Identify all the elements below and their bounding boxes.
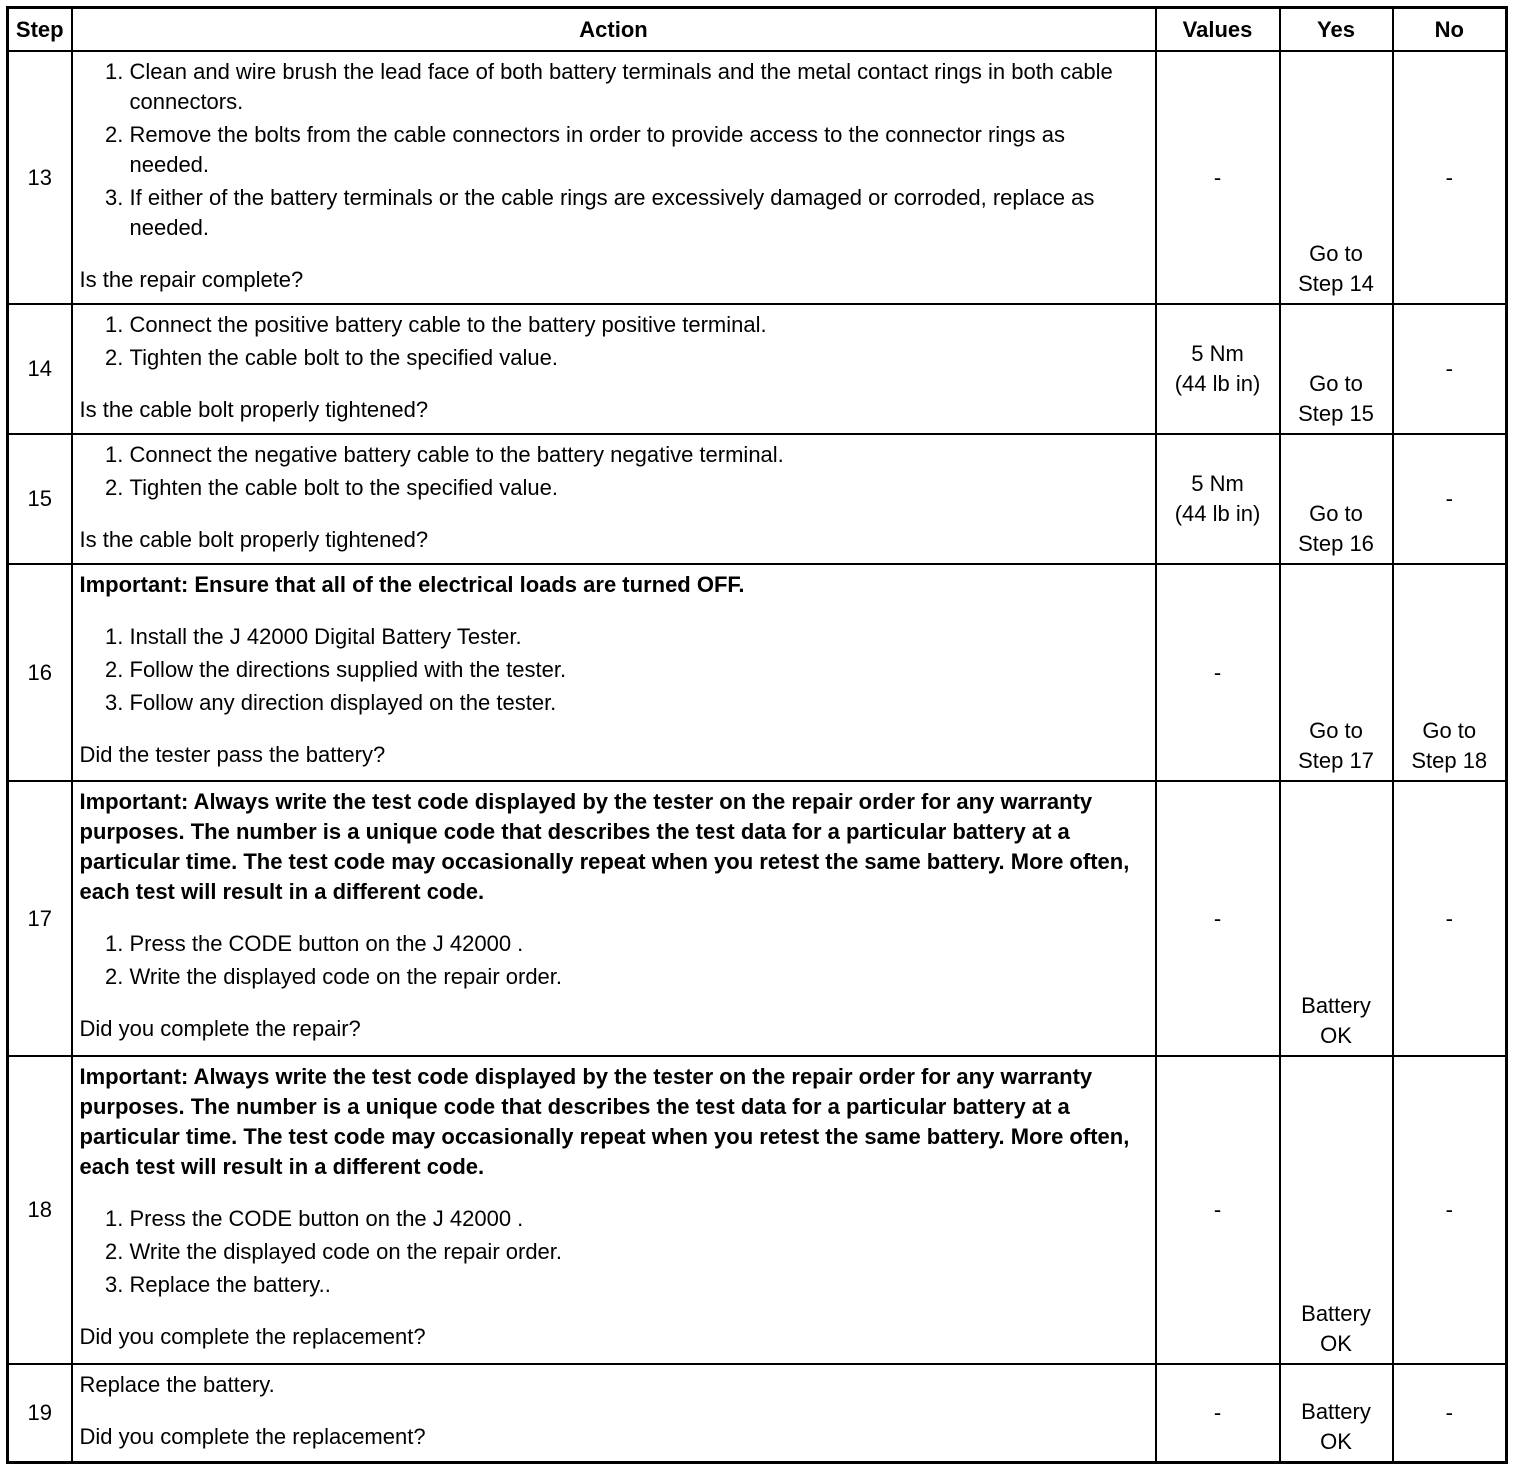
no-line: Step 18 [1411,748,1488,773]
yes-line: Battery [1301,1398,1371,1424]
action-item: 1. Clean and wire brush the lead face of both battery terminals and the metal contact rings in both cable connectors. [130,57,1149,117]
step-number: 14 [8,304,72,434]
value-line: (44 lb in) [1174,371,1261,396]
action-item: 2. Tighten the cable bolt to the specified value. [130,473,1149,503]
values-cell [1156,304,1280,434]
yes-cell [1280,564,1393,781]
action-question: Is the cable bolt properly tightened? [79,527,429,552]
action-text: Replace the battery. [79,1372,275,1397]
yes-line: Step 16 [1298,531,1374,556]
action-item: 3. Follow any direction displayed on the tester. [130,688,1149,718]
header-no: No [1393,8,1507,52]
no-cell: - [1393,51,1507,304]
yes-line: Battery [1301,1301,1371,1326]
table-row [8,1364,1507,1462]
action-list [80,440,1149,503]
header-yes: Yes [1280,8,1393,52]
action-item: 2. Write the displayed code on the repair order. [130,1237,1149,1267]
action-cell [72,51,1156,304]
value-line: (44 lb in) [1174,501,1261,526]
table-row [8,564,1507,781]
step-number: 19 [8,1364,72,1462]
diagnostic-table [6,6,1508,1464]
action-cell [72,434,1156,564]
yes-line: Step 15 [1298,401,1374,426]
important-note: Important: Always write the test code displayed by the tester on the repair order for any warranty purposes. The number is a unique code that describes the test data for a particular battery at a particular time. The test code may occasionally repeat when you retest the same battery. More often, each test will result in a different code. [79,1064,1130,1179]
action-list [80,310,1149,373]
step-number: 15 [8,434,72,564]
no-line: Go to [1422,718,1477,743]
action-list [80,622,1149,718]
action-item: 2. Remove the bolts from the cable connectors in order to provide access to the connector rings as needed. [130,120,1149,180]
action-question: Is the cable bolt properly tightened? [79,397,429,422]
table-row [8,51,1507,304]
action-question: Did you complete the replacement? [79,1424,426,1449]
values-cell: - [1156,51,1280,304]
header-values: Values [1156,8,1280,52]
values-cell: - [1156,564,1280,781]
header-step: Step [8,8,72,52]
action-list [80,929,1149,992]
value-line: 5 Nm [1191,471,1244,496]
action-list [80,1204,1149,1300]
action-item: 1. Connect the negative battery cable to the battery negative terminal. [130,440,1149,470]
yes-cell [1280,304,1393,434]
yes-cell [1280,51,1393,304]
values-cell [1156,434,1280,564]
action-item: 1. Press the CODE button on the J 42000 . [130,929,1149,959]
yes-line: Go to [1309,501,1363,526]
table-row [8,1056,1507,1364]
no-cell [1393,564,1507,781]
table-row [8,304,1507,434]
yes-cell [1280,781,1393,1056]
values-cell: - [1156,1364,1280,1462]
yes-line: Go to [1309,718,1363,743]
yes-cell [1280,1364,1393,1462]
action-cell [72,1364,1156,1462]
yes-cell [1280,434,1393,564]
action-cell [72,1056,1156,1364]
value-line: 5 Nm [1191,341,1244,366]
action-question: Did you complete the replacement? [79,1324,426,1349]
action-item: 2. Write the displayed code on the repair order. [130,962,1149,992]
important-note: Important: Always write the test code displayed by the tester on the repair order for any warranty purposes. The number is a unique code that describes the test data for a particular battery at a particular time. The test code may occasionally repeat when you retest the same battery. More often, each test will result in a different code. [79,789,1130,904]
table-row [8,781,1507,1056]
action-question: Is the repair complete? [79,267,304,292]
action-cell [72,304,1156,434]
action-item: 2. Tighten the cable bolt to the specified value. [130,343,1149,373]
action-cell [72,564,1156,781]
yes-line: Go to [1309,241,1363,266]
step-number: 17 [8,781,72,1056]
action-item: 3. Replace the battery.. [130,1270,1149,1300]
yes-line: Step 17 [1298,748,1374,773]
yes-cell [1280,1056,1393,1364]
action-item: 1. Connect the positive battery cable to the battery positive terminal. [130,310,1149,340]
action-item: 1. Install the J 42000 Digital Battery Tester. [130,622,1149,652]
step-number: 18 [8,1056,72,1364]
action-item: 2. Follow the directions supplied with the tester. [130,655,1149,685]
important-note: Important: Ensure that all of the electrical loads are turned OFF. [79,572,745,597]
action-cell [72,781,1156,1056]
action-item: 3. If either of the battery terminals or the cable rings are excessively damaged or corroded, replace as needed. [130,183,1149,243]
no-cell: - [1393,1056,1507,1364]
action-list [80,57,1149,243]
step-number: 16 [8,564,72,781]
no-cell: - [1393,434,1507,564]
no-cell: - [1393,304,1507,434]
yes-line: Go to [1309,371,1363,396]
yes-line: Battery [1301,993,1371,1018]
action-item: 1. Press the CODE button on the J 42000 . [130,1204,1149,1234]
yes-line: OK [1320,1428,1352,1454]
yes-line: Step 14 [1298,271,1374,296]
table-row [8,434,1507,564]
header-row [8,8,1507,52]
action-question: Did the tester pass the battery? [79,742,386,767]
header-action: Action [72,8,1156,52]
values-cell: - [1156,1056,1280,1364]
no-cell: - [1393,1364,1507,1462]
yes-line: OK [1320,1331,1352,1356]
no-cell: - [1393,781,1507,1056]
yes-line: OK [1320,1023,1352,1048]
step-number: 13 [8,51,72,304]
values-cell: - [1156,781,1280,1056]
action-question: Did you complete the repair? [79,1016,361,1041]
